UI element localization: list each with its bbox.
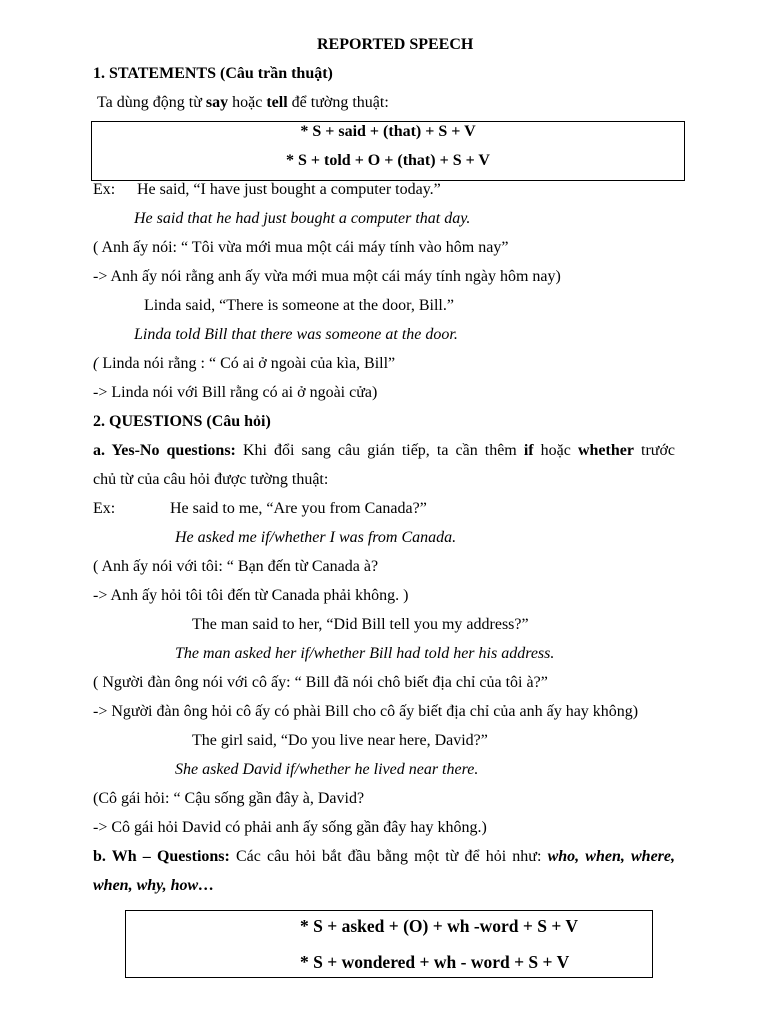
yes-no-label: a. Yes-No questions:	[93, 442, 236, 459]
keyword-whether: whether	[577, 442, 634, 459]
keyword-say: say	[205, 94, 229, 111]
intro-text: Khi đổi sang câu gián tiếp, ta cần thêm	[235, 442, 524, 459]
formula-wondered: * S + wondered + wh - word + S + V	[300, 952, 570, 972]
section-heading-statements: 1. STATEMENTS (Câu trần thuật)	[93, 65, 333, 82]
intro-text: trước	[633, 442, 675, 459]
open-paren: (	[93, 355, 99, 372]
example-1-reported: He said that he had just bought a computer that day.	[134, 210, 471, 227]
example-label: Ex:	[93, 181, 116, 198]
example-2-translation	[93, 349, 768, 378]
section-heading-questions: 2. QUESTIONS (Câu hỏi)	[93, 413, 271, 430]
example-4-reported: The man asked her if/whether Bill had told her his address.	[175, 645, 555, 662]
example-1-direct: He said, “I have just bought a computer today.”	[137, 181, 441, 198]
yes-no-intro	[93, 436, 675, 465]
formula-told: * S + told + O + (that) + S + V	[286, 152, 490, 169]
document-title: REPORTED SPEECH	[317, 36, 474, 53]
statement-formula-box	[91, 117, 685, 175]
example-1-translation: ( Anh ấy nói: “ Tôi vừa mới mua một cái máy tính vào hôm nay”	[93, 239, 509, 256]
example-5-translation: (Cô gái hỏi: “ Cậu sống gần đây à, David?	[93, 790, 365, 807]
formula-said: * S + said + (that) + S + V	[300, 123, 476, 140]
example-3-reported: He asked me if/whether I was from Canada.	[175, 529, 457, 546]
example-2-direct: Linda said, “There is someone at the door, Bill.”	[144, 297, 454, 314]
example-5-reported: She asked David if/whether he lived near there.	[175, 761, 479, 778]
example-2-reported: Linda told Bill that there was someone at the door.	[134, 326, 458, 343]
wh-intro	[93, 842, 675, 871]
example-5-translation-reported: -> Cô gái hỏi David có phải anh ấy sống gần đây hay không.)	[93, 819, 487, 836]
yes-no-intro-continued: chủ từ của câu hỏi được tường thuật:	[93, 471, 329, 488]
example-label: Ex:	[93, 500, 116, 517]
intro-text: hoặc	[533, 442, 578, 459]
translation-text: Linda nói rằng : “ Có ai ở ngoài của kìa, Bill”	[98, 355, 396, 372]
example-1-translation-reported: -> Anh ấy nói rằng anh ấy vừa mới mua một cái máy tính ngày hôm nay)	[93, 268, 561, 285]
intro-text: Ta dùng động từ	[97, 94, 206, 111]
example-2-translation-reported: -> Linda nói với Bill rằng có ai ở ngoài cửa)	[93, 384, 378, 401]
statements-intro	[93, 88, 768, 117]
example-3-direct: He said to me, “Are you from Canada?”	[170, 500, 427, 517]
keyword-if: if	[523, 442, 534, 459]
example-3-direct-line	[93, 494, 768, 523]
wh-words: who, when, where,	[547, 848, 675, 865]
example-4-direct: The man said to her, “Did Bill tell you my address?”	[192, 616, 529, 633]
example-4-translation-reported: -> Người đàn ông hỏi cô ấy có phài Bill cho cô ấy biết địa chỉ của anh ấy hay không)	[93, 703, 639, 720]
formula-asked: * S + asked + (O) + wh -word + S + V	[300, 916, 579, 936]
wh-label: b. Wh – Questions:	[93, 848, 230, 865]
intro-text: hoặc	[228, 94, 267, 111]
wh-words-continued: when, why, how…	[93, 877, 215, 894]
intro-text: để tường thuật:	[287, 94, 389, 111]
example-5-direct: The girl said, “Do you live near here, David?”	[192, 732, 488, 749]
keyword-tell: tell	[266, 94, 288, 111]
example-3-translation-reported: -> Anh ấy hỏi tôi tôi đến từ Canada phải không. )	[93, 587, 409, 604]
intro-text: Các câu hỏi bắt đầu bằng một từ để hỏi như:	[229, 848, 548, 865]
example-3-translation: ( Anh ấy nói với tôi: “ Bạn đến từ Canada à?	[93, 558, 379, 575]
wh-formula-box	[125, 910, 653, 978]
example-4-translation: ( Người đàn ông nói với cô ấy: “ Bill đã nói chô biết địa chỉ của tôi à?”	[93, 674, 548, 691]
